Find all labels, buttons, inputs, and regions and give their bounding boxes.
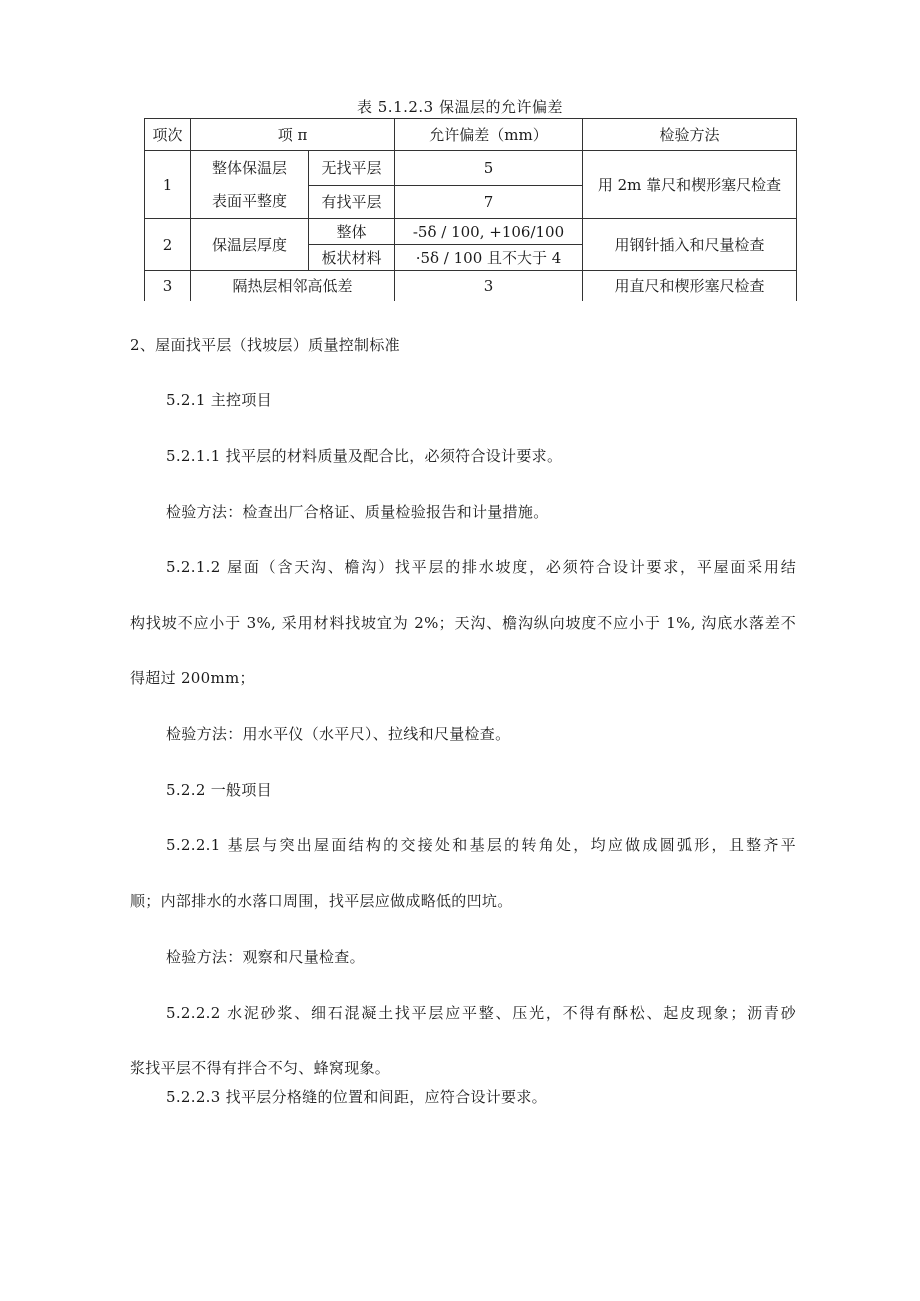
row2-seq: 2 bbox=[145, 219, 191, 271]
table-caption: 表 5.1.2.3 保温层的允许偏差 bbox=[356, 98, 563, 116]
paragraph-5222-line2: 浆找平层不得有拌合不匀、蜂窝现象。 bbox=[130, 1059, 391, 1077]
row2-item: 保温层厚度 bbox=[191, 219, 309, 271]
paragraph-5211: 5.2.1.1 找平层的材料质量及配合比，必须符合设计要求。 bbox=[166, 447, 563, 465]
check-method-5211: 检验方法：检查出厂合格证、质量检验报告和计量措施。 bbox=[166, 503, 549, 521]
check-method-5221: 检验方法：观察和尺量检查。 bbox=[166, 948, 365, 966]
tolerance-table bbox=[144, 118, 797, 301]
table-row bbox=[145, 151, 797, 186]
table-header-row bbox=[145, 119, 797, 151]
row2-sub1-label: 整体 bbox=[309, 219, 395, 245]
paragraph-5221-line2: 顺；内部排水的水落口周围，找平层应做成略低的凹坑。 bbox=[130, 892, 513, 910]
row1-method: 用 2m 靠尺和楔形塞尺检查 bbox=[583, 151, 797, 219]
row2-method: 用钢针插入和尺量检查 bbox=[583, 219, 797, 271]
row2-sub1-tolerance: -5δ / 100, +106/100 bbox=[395, 219, 583, 245]
header-seq: 项次 bbox=[145, 119, 191, 151]
paragraph-5223: 5.2.2.3 找平层分格缝的位置和间距，应符合设计要求。 bbox=[166, 1088, 547, 1106]
row1-sub2-tolerance: 7 bbox=[395, 186, 583, 219]
paragraph-5222-line1: 5.2.2.2 水泥砂浆、细石混凝土找平层应平整、压光，不得有酥松、起皮现象；沥青砂 bbox=[166, 1004, 796, 1022]
row2-sub2-tolerance: ·5δ / 100 且不大于 4 bbox=[395, 245, 583, 271]
row3-method: 用直尺和楔形塞尺检查 bbox=[583, 271, 797, 301]
row1-sub2-label: 有找平层 bbox=[309, 186, 395, 219]
table-row bbox=[145, 219, 797, 245]
row1-item-line2: 表面平整度 bbox=[211, 191, 287, 210]
heading-general-items: 5.2.2 一般项目 bbox=[166, 781, 272, 799]
row1-item-line1: 整体保温层 bbox=[211, 158, 287, 177]
paragraph-5212-line3: 得超过 200mm； bbox=[130, 669, 255, 687]
check-method-5212: 检验方法：用水平仪（水平尺）、拉线和尺量检查。 bbox=[166, 725, 511, 743]
table-row bbox=[145, 271, 797, 301]
header-tolerance: 允许偏差（mm） bbox=[395, 119, 583, 151]
paragraph-5212-line2: 构找坡不应小于 3%, 采用材料找坡宜为 2%；天沟、檐沟纵向坡度不应小于 1%, 沟底水落差不 bbox=[130, 614, 796, 632]
row3-tolerance: 3 bbox=[395, 271, 583, 301]
row1-item bbox=[191, 151, 309, 219]
paragraph-5221-line1: 5.2.2.1 基层与突出屋面结构的交接处和基层的转角处，均应做成圆弧形，且整齐平 bbox=[166, 836, 796, 854]
section-title: 2、屋面找平层（找坡层）质量控制标准 bbox=[130, 336, 400, 354]
row1-seq: 1 bbox=[145, 151, 191, 219]
heading-main-items: 5.2.1 主控项目 bbox=[166, 391, 272, 409]
row2-sub2-label: 板状材料 bbox=[309, 245, 395, 271]
row3-seq: 3 bbox=[145, 271, 191, 301]
header-item: 项 π bbox=[191, 119, 395, 151]
row1-sub1-tolerance: 5 bbox=[395, 151, 583, 186]
row3-item: 隔热层相邻高低差 bbox=[191, 271, 395, 301]
header-method: 检验方法 bbox=[583, 119, 797, 151]
row1-sub1-label: 无找平层 bbox=[309, 151, 395, 186]
paragraph-5212-line1: 5.2.1.2 屋面（含天沟、檐沟）找平层的排水坡度，必须符合设计要求，平屋面采用结 bbox=[166, 558, 796, 576]
